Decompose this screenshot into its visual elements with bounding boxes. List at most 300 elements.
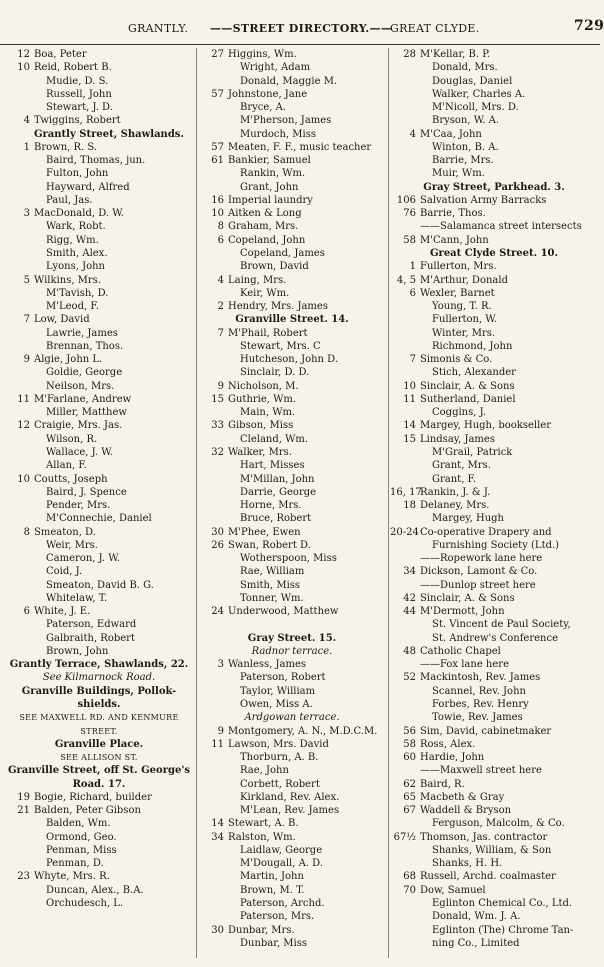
house-number: 76 [403,208,416,220]
house-number: 8 [217,221,224,233]
entry-text: Lindsay, James [420,433,495,445]
entry-text: See Kilmarnock Road. [42,672,156,684]
directory-entry [198,234,386,247]
house-number: 10 [17,473,30,485]
house-number: 68 [403,871,416,883]
house-number: 15 [403,433,416,445]
house-number: 48 [403,645,416,657]
directory-entry [4,844,194,857]
house-number [390,857,420,870]
directory-entry [390,817,598,830]
house-number: 20-24 [390,526,419,538]
entry-text: Rigg, Wm. [46,234,99,246]
house-number [4,287,34,300]
house-number [198,128,228,141]
directory-entry [390,751,598,764]
entry-text: Hart, Misses [240,460,305,472]
entry-text: Boa, Peter [34,49,87,60]
directory-entry [390,526,598,539]
house-number [198,791,228,804]
column-divider [388,48,389,958]
directory-entry [4,565,194,578]
directory-entry [390,300,598,313]
directory-entry [390,234,598,247]
entry-text: Bankier, Samuel [228,155,311,167]
directory-entry [198,831,386,844]
house-number [198,552,228,565]
entry-text: Main, Wm. [240,407,296,419]
house-number: 4, 5 [396,274,416,286]
house-number [4,618,34,631]
directory-entry [390,353,598,366]
entry-text: Stewart, A. B. [228,818,299,830]
entry-text: Gray Street. 15. [247,632,337,644]
entry-text: Donald, Maggie M. [240,75,338,87]
directory-entry [390,167,598,180]
entry-text: ——Maxwell street here [420,765,542,777]
directory-entry [390,791,598,804]
house-number: 4 [409,128,416,140]
entry-text: Low, David [34,314,90,326]
house-number [198,857,228,870]
directory-entry [390,645,598,658]
house-number [390,61,420,74]
directory-entry [198,804,386,817]
entry-text: Horne, Mrs. [240,500,302,512]
entry-text: Wright, Adam [240,62,311,74]
house-number [198,406,228,419]
house-number: 4 [23,115,30,127]
house-number: 56 [403,725,416,737]
house-number [390,764,420,777]
house-number: 12 [17,420,30,432]
directory-entry [4,539,194,552]
house-number [4,234,34,247]
entry-text: Laing, Mrs. [228,274,287,286]
entry-text: Grant, F. [432,473,477,485]
directory-entry [198,937,386,950]
entry-text: M'Leod, F. [46,301,99,313]
directory-entry [390,194,598,207]
house-number [198,671,228,684]
house-number [198,433,228,446]
directory-entry [390,48,598,61]
directory-entry [390,512,598,525]
entry-text: Dickson, Lamont & Co. [420,566,538,578]
entry-text: Grant, John [240,181,299,193]
page-number: 729 [574,18,604,34]
entry-text: Winton, B. A. [432,141,499,153]
house-number [198,910,228,923]
cross-reference [4,725,194,738]
directory-entry [198,764,386,777]
directory-entry [390,141,598,154]
directory-entry [4,274,194,287]
directory-entry [390,884,598,897]
entry-text: Lawrie, James [46,327,118,339]
house-number [198,778,228,791]
directory-entry [390,738,598,751]
directory-entry [198,300,386,313]
house-number [4,260,34,273]
entry-text: Baird, Thomas, jun. [46,155,146,167]
street-heading [4,738,194,751]
entry-text: Grantly Street, Shawlands. [34,128,184,140]
house-number [4,194,34,207]
entry-text: Ardgowan terrace. [244,712,340,724]
directory-entry [198,778,386,791]
directory-entry [4,791,194,804]
entry-text: Granville Street. 14. [235,314,349,326]
directory-entry [390,75,598,88]
directory-entry [390,778,598,791]
entry-text: Corbett, Robert [240,778,320,790]
house-number: 52 [403,672,416,684]
house-number: 3 [217,659,224,671]
directory-entry [4,486,194,499]
entry-text: Paterson, Robert [240,672,326,684]
house-number [198,486,228,499]
directory-entry [4,552,194,565]
house-number [4,579,34,592]
street-heading [4,778,194,791]
directory-entry [198,141,386,154]
directory-entry [4,419,194,432]
entry-text: Eglinton Chemical Co., Ltd. [432,898,573,909]
house-number [4,300,34,313]
directory-entry [198,857,386,870]
directory-entry [4,88,194,101]
entry-text: M'Connechie, Daniel [46,513,152,525]
house-number: 57 [211,141,224,153]
house-number [390,844,420,857]
directory-entry [198,725,386,738]
house-number: 28 [403,49,416,60]
house-number [4,857,34,870]
directory-entry [198,366,386,379]
house-number: 106 [396,194,416,206]
entry-text: Balden, Wm. [46,818,111,830]
entry-text: Swan, Robert D. [228,539,311,551]
directory-entry [4,446,194,459]
house-number [198,181,228,194]
entry-text: Hutcheson, John D. [240,354,339,366]
entry-text: Grant, Mrs. [432,460,491,472]
house-number: 6 [217,234,224,246]
street-marker [390,579,598,592]
entry-text: Kirkland, Rev. Alex. [240,791,340,803]
house-number: 4 [217,274,224,286]
entry-text [228,618,386,631]
entry-text: Darrie, George [240,486,317,498]
directory-entry [198,340,386,353]
house-number [390,552,420,565]
directory-entry [4,340,194,353]
column-divider [196,48,197,958]
house-number: 57 [211,88,224,100]
entry-text: Cameron, J. W. [46,553,120,565]
street-heading [198,313,386,326]
entry-text: Macbeth & Gray [420,791,505,803]
house-number [390,220,420,233]
entry-text: Copeland, John [228,234,306,246]
directory-entry [4,526,194,539]
entry-text: Keir, Wm. [240,287,290,299]
entry-text: Wilkins, Mrs. [34,274,102,286]
house-number [4,220,34,233]
house-number [4,167,34,180]
entry-text: Dunbar, Miss [240,937,308,949]
house-number: 9 [217,380,224,392]
entry-text: Algie, John L. [34,354,103,366]
house-number [198,592,228,605]
street-heading [4,764,194,777]
house-number [390,473,420,486]
house-number [198,618,228,631]
entry-text: Wotherspoon, Miss [240,553,337,565]
entry-text: Paterson, Edward [46,619,137,631]
house-number [4,327,34,340]
street-heading [4,685,194,698]
directory-entry [4,327,194,340]
entry-text: Wexler, Barnet [420,287,495,299]
house-number: 62 [403,778,416,790]
directory-entry [390,897,598,910]
directory-entry [390,937,598,950]
directory-entry [198,154,386,167]
house-number: 14 [403,420,416,432]
house-number [390,685,420,698]
house-number [4,539,34,552]
cross-reference [198,711,386,724]
directory-entry [4,167,194,180]
entry-text: Eglinton (The) Chrome Tan- [432,924,574,936]
directory-entry [4,181,194,194]
house-number: 18 [403,500,416,512]
house-number [390,711,420,724]
directory-entry [390,61,598,74]
house-number: 19 [17,791,30,803]
house-number [4,380,34,393]
house-number [390,446,420,459]
entry-text: SEE ALLISON ST. [60,753,138,763]
directory-entry [198,499,386,512]
house-number: 14 [211,818,224,830]
entry-text: Penman, Miss [46,844,117,856]
directory-entry [390,287,598,300]
directory-entry [198,671,386,684]
entry-text: Stewart, J. D. [46,102,113,114]
directory-entry [198,592,386,605]
house-number [390,114,420,127]
house-number: 1 [409,261,416,273]
entry-text: Mackintosh, Rev. James [420,672,541,684]
entry-text: Brennan, Thos. [46,340,124,352]
house-number [4,446,34,459]
house-number: 61 [211,155,224,167]
entry-text: Higgins, Wm. [228,49,297,60]
directory-entry [4,605,194,618]
entry-text: Baird, R. [420,778,465,790]
entry-text: Wallace, J. W. [46,446,113,458]
entry-text: Donald, Mrs. [432,62,498,74]
entry-text: ——Dunlop street here [420,579,536,591]
directory-entry [390,565,598,578]
directory-entry [390,671,598,684]
directory-entry [198,552,386,565]
entry-text: Ferguson, Malcolm, & Co. [432,818,565,830]
entry-text: Smith, Alex. [46,247,108,259]
entry-text: Wanless, James [228,659,307,671]
house-number [390,539,420,552]
directory-entry [390,831,598,844]
house-number [4,88,34,101]
entry-text: Bruce, Robert [240,513,312,525]
directory-entry [4,897,194,910]
entry-text: Taylor, William [240,685,316,697]
entry-text: Simonis & Co. [420,354,493,366]
directory-entry [198,817,386,830]
directory-entry [390,459,598,472]
directory-entry [198,433,386,446]
cross-reference [4,751,194,764]
entry-text: Laidlaw, George [240,844,323,856]
house-number: 10 [211,208,224,220]
directory-entry [390,207,598,220]
house-number [198,459,228,472]
directory-entry [198,698,386,711]
directory-entry [198,605,386,618]
directory-entry [4,459,194,472]
house-number [4,884,34,897]
entry-text: Walker, Mrs. [228,446,292,458]
entry-text: Hendry, Mrs. James [228,301,328,313]
street-marker [390,658,598,671]
entry-text: Baird, J. Spence [46,486,127,498]
entry-text: Gray Street, Parkhead. 3. [423,181,565,193]
directory-entry [4,870,194,883]
directory-entry [4,366,194,379]
house-number: 33 [211,420,224,432]
house-number [198,897,228,910]
entry-text: Towie, Rev. James [432,712,523,724]
directory-entry [198,579,386,592]
house-number: 30 [211,924,224,936]
directory-entry [4,473,194,486]
entry-text: ——Salamanca street intersects [420,221,582,233]
directory-entry [4,817,194,830]
directory-entry [390,274,598,287]
header-left: GRANTLY. [128,22,189,35]
entry-text: Road. 17. [72,778,126,790]
house-number: 5 [23,274,30,286]
house-number [4,565,34,578]
entry-text: M'Nicoll, Mrs. D. [432,102,519,114]
directory-entry [198,327,386,340]
house-number [4,844,34,857]
directory-entry [198,419,386,432]
directory-entry [4,512,194,525]
entry-text: St. Andrew's Conference [432,632,558,644]
house-number [390,101,420,114]
entry-text: Granville Place. [54,738,144,750]
entry-text: Waddell & Bryson [420,805,512,817]
house-number: 10 [17,62,30,74]
house-number: 21 [17,805,30,817]
house-number [4,181,34,194]
house-number: 16, 17 [390,486,422,498]
directory-entry [198,101,386,114]
directory-entry [198,167,386,180]
directory-entry [198,473,386,486]
entry-text: Galbraith, Robert [46,632,135,644]
house-number [390,300,420,313]
entry-text: Orchudesch, L. [46,898,124,909]
directory-entry [198,380,386,393]
directory-entry [4,287,194,300]
entry-text: Mudie, D. S. [46,75,109,87]
entry-text: Weir, Mrs. [46,539,98,551]
street-heading [4,658,194,671]
house-number [4,128,34,141]
house-number [198,61,228,74]
entry-text: Muir, Wm. [432,168,485,180]
house-number [198,247,228,260]
directory-entry [4,645,194,658]
entry-text: M'Grail, Patrick [432,446,513,458]
entry-text: Wark, Robt. [46,221,106,233]
directory-entry [4,804,194,817]
directory-entry [198,260,386,273]
directory-entry [390,114,598,127]
house-number: 58 [403,234,416,246]
house-number: 7 [217,327,224,339]
directory-entry [390,804,598,817]
entry-text: Lyons, John [46,261,105,273]
column-3 [390,48,598,950]
entry-text: Salvation Army Barracks [420,194,547,206]
house-number [4,512,34,525]
directory-entry [390,499,598,512]
directory-entry [390,857,598,870]
entry-text: Rae, William [240,566,305,578]
directory-entry [4,579,194,592]
entry-text: M'Pherson, James [240,115,332,127]
entry-text: M'Cann, John [420,234,489,246]
entry-text: Rae, John [240,765,289,777]
entry-text: Rankin, J. & J. [420,486,491,498]
directory-entry [390,406,598,419]
house-number [4,632,34,645]
house-number [390,366,420,379]
entry-text: Fullerton, W. [432,314,498,326]
street-marker [390,220,598,233]
house-number [4,552,34,565]
house-number [4,433,34,446]
directory-entry [390,128,598,141]
directory-entry [198,844,386,857]
directory-entry [390,910,598,923]
entry-text: Paterson, Mrs. [240,911,315,923]
entry-text: Reid, Robert B. [34,62,112,74]
entry-text: Tonner, Wm. [240,592,304,604]
directory-entry [4,220,194,233]
directory-entry [390,870,598,883]
directory-entry [198,897,386,910]
entry-text: Wilson, R. [46,433,98,445]
directory-entry [4,114,194,127]
house-number [198,870,228,883]
